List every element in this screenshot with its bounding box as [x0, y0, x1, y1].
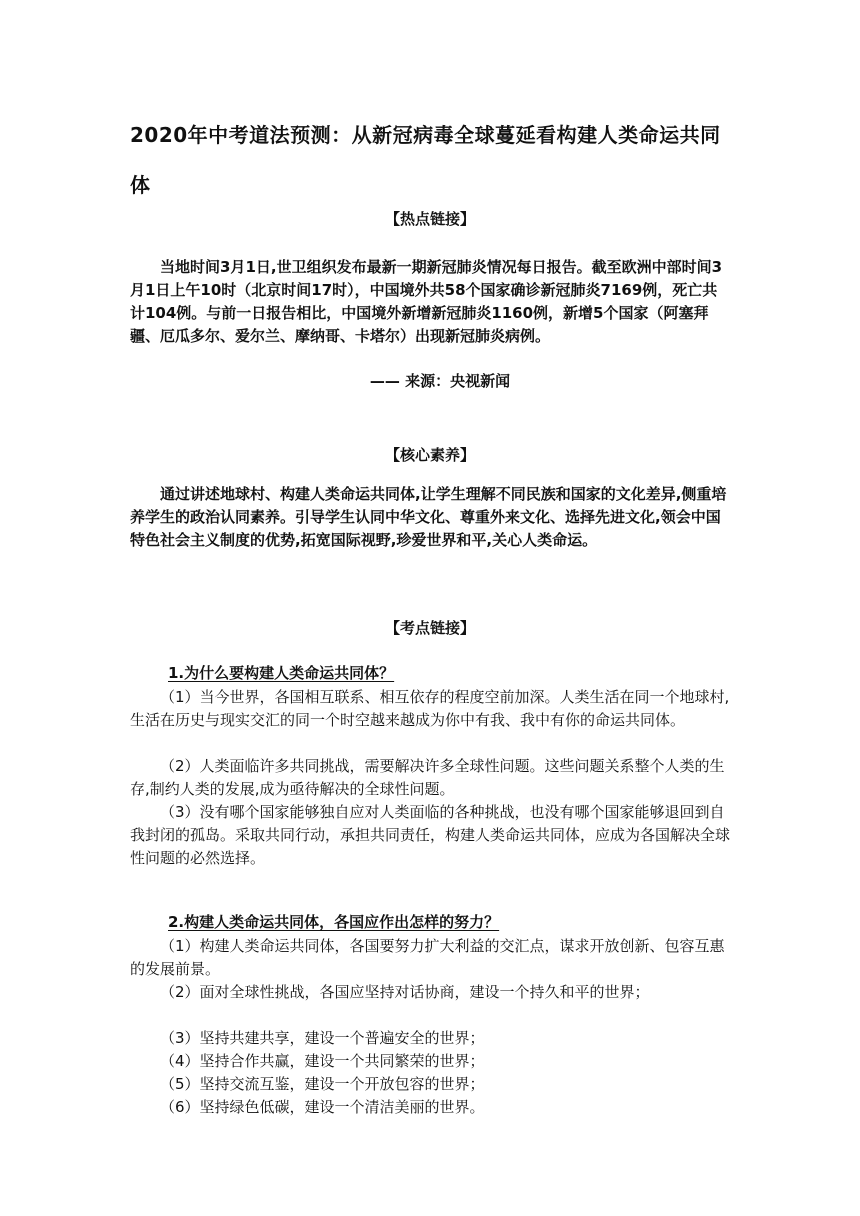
question-2-title: 2.构建人类命运共同体，各国应作出怎样的努力？ — [168, 913, 500, 931]
news-source: —— 来源：央视新闻 — [369, 372, 511, 390]
document-title: 2020年中考道法预测：从新冠病毒全球蔓延看构建人类命运共同体 — [130, 123, 721, 197]
question-2-item: （2）面对全球性挑战，各国应坚持对话协商，建设一个持久和平的世界； — [160, 983, 650, 1001]
exam-point-heading: 【考点链接】 — [384, 619, 475, 637]
core-literacy-heading: 【核心素养】 — [384, 446, 475, 464]
question-1-title: 1.为什么要构建人类命运共同体？ — [168, 664, 395, 682]
question-1-item: （3）没有哪个国家能够独自应对人类面临的各种挑战，也没有哪个国家能够退回到自我封闭的孤岛。采取共同行动，承担共同责任，构建人类命运共同体，应成为各国解决全球性问题的必然选择。 — [130, 803, 731, 867]
question-2-item: （3）坚持共建共享，建设一个普遍安全的世界； — [160, 1029, 485, 1047]
question-2-item: （1）构建人类命运共同体，各国要努力扩大利益的交汇点，谋求开放创新、包容互惠的发展前景。 — [130, 937, 725, 978]
question-1-item: （1）当今世界，各国相互联系、相互依存的程度空前加深。人类生活在同一个地球村,生活在历史与现实交汇的同一个时空越来越成为你中有我、我中有你的命运共同体。 — [130, 688, 730, 729]
question-1-item: （2）人类面临许多共同挑战，需要解决许多全球性问题。这些问题关系整个人类的生存,制约人类的发展,成为亟待解决的全球性问题。 — [130, 757, 725, 798]
hot-link-paragraph: 当地时间3月1日,世卫组织发布最新一期新冠肺炎情况每日报告。截至欧洲中部时间3月1日上午10时（北京时间17时），中国境外共58个国家确诊新冠肺炎7169例，死亡共计104例。与前一日报告相比，中国境外新增新冠肺炎1160例，新增5个国家（阿塞拜疆、厄瓜多尔、爱尔兰、摩纳哥、卡塔尔）出现新冠肺炎病例。 — [130, 258, 723, 345]
question-2-item: （6）坚持绿色低碳，建设一个清洁美丽的世界。 — [160, 1098, 485, 1116]
core-literacy-paragraph: 通过讲述地球村、构建人类命运共同体,让学生理解不同民族和国家的文化差异,侧重培养学生的政治认同素养。引导学生认同中华文化、尊重外来文化、选择先进文化,领会中国特色社会主义制度的优势,拓宽国际视野,珍爱世界和平,关心人类命运。 — [130, 485, 727, 549]
question-2-item: （4）坚持合作共赢，建设一个共同繁荣的世界； — [160, 1052, 485, 1070]
question-2-item: （5）坚持交流互鉴，建设一个开放包容的世界； — [160, 1075, 485, 1093]
hot-link-heading: 【热点链接】 — [384, 210, 475, 228]
